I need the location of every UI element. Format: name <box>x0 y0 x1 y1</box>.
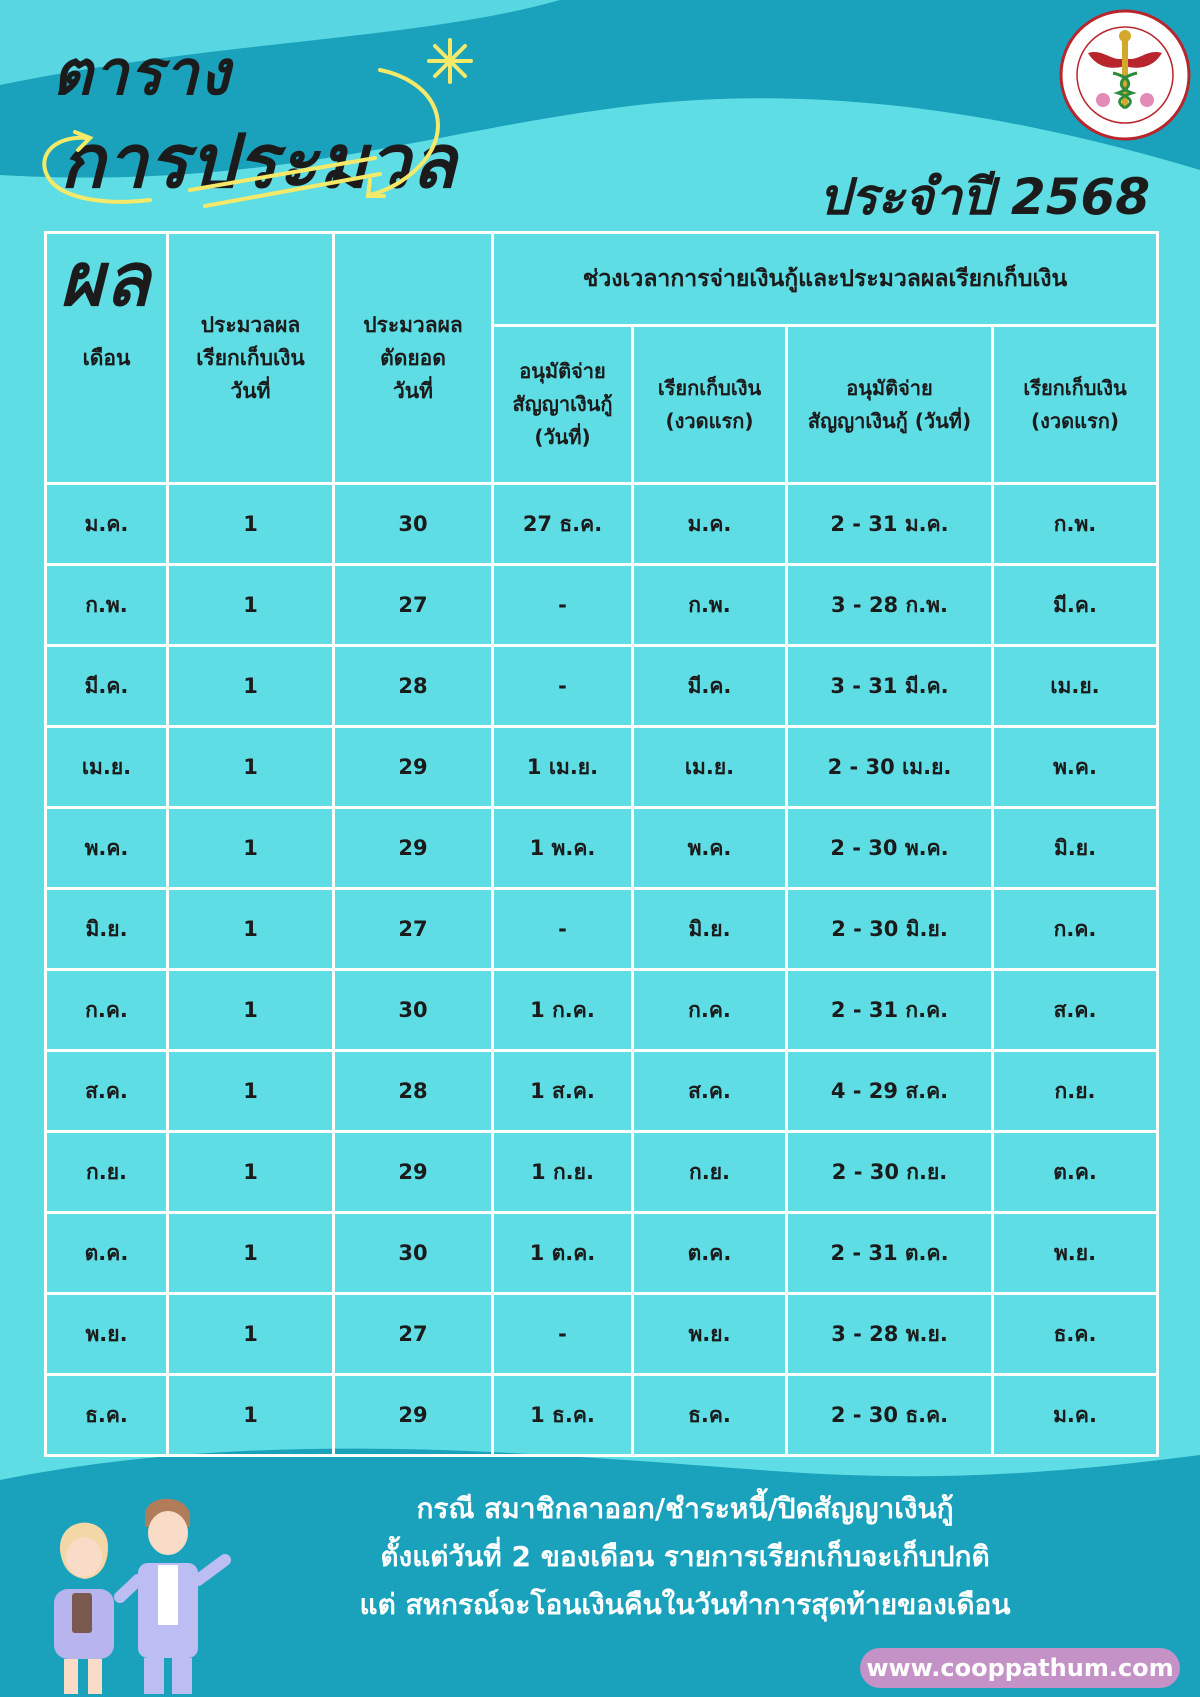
cell-bill-1: พ.ค. <box>633 808 787 889</box>
cell-bill-1: ก.ค. <box>633 970 787 1051</box>
header-month: เดือน <box>46 233 168 484</box>
cell-cutoff: 30 <box>334 484 493 565</box>
cell-collect: 1 <box>168 1213 334 1294</box>
cell-approve-2: 3 - 31 มี.ค. <box>787 646 993 727</box>
cell-cutoff: 29 <box>334 727 493 808</box>
cell-bill-2: มี.ค. <box>993 565 1158 646</box>
cell-month: ม.ค. <box>46 484 168 565</box>
cell-approve-1: 1 ก.ค. <box>493 970 633 1051</box>
footer-line-1: กรณี สมาชิกลาออก/ชำระหนี้/ปิดสัญญาเงินกู้ <box>416 1492 954 1525</box>
cell-cutoff: 27 <box>334 565 493 646</box>
header-cutoff-day: ประมวลผล ตัดยอด วันที่ <box>334 233 493 484</box>
cell-approve-2: 2 - 31 ม.ค. <box>787 484 993 565</box>
cell-bill-2: ส.ค. <box>993 970 1158 1051</box>
header-approve-contract-1: อนุมัติจ่าย สัญญาเงินกู้ (วันที่) <box>493 326 633 484</box>
cell-approve-2: 2 - 31 ก.ค. <box>787 970 993 1051</box>
header-first-billing-2: เรียกเก็บเงิน (งวดแรก) <box>993 326 1158 484</box>
cell-bill-1: ก.พ. <box>633 565 787 646</box>
cell-approve-1: 1 เม.ย. <box>493 727 633 808</box>
cell-month: มิ.ย. <box>46 889 168 970</box>
cell-approve-1: - <box>493 646 633 727</box>
cell-bill-2: ก.พ. <box>993 484 1158 565</box>
cell-cutoff: 28 <box>334 1051 493 1132</box>
footer-notice <box>260 1485 1110 1629</box>
cell-bill-2: พ.ย. <box>993 1213 1158 1294</box>
cell-approve-2: 2 - 30 เม.ย. <box>787 727 993 808</box>
cell-cutoff: 27 <box>334 1294 493 1375</box>
table-row <box>46 1213 1158 1294</box>
cell-month: พ.ย. <box>46 1294 168 1375</box>
cell-bill-1: ม.ค. <box>633 484 787 565</box>
cell-bill-2: ก.ค. <box>993 889 1158 970</box>
cell-collect: 1 <box>168 808 334 889</box>
sparkle-icon <box>429 40 471 82</box>
cell-collect: 1 <box>168 484 334 565</box>
cell-approve-2: 3 - 28 พ.ย. <box>787 1294 993 1375</box>
cell-cutoff: 29 <box>334 808 493 889</box>
cell-collect: 1 <box>168 1051 334 1132</box>
cell-month: พ.ค. <box>46 808 168 889</box>
cell-approve-2: 2 - 30 ธ.ค. <box>787 1375 993 1456</box>
table-row <box>46 646 1158 727</box>
cell-bill-2: เม.ย. <box>993 646 1158 727</box>
cell-month: ต.ค. <box>46 1213 168 1294</box>
table-row <box>46 808 1158 889</box>
cell-bill-1: มิ.ย. <box>633 889 787 970</box>
title-line-1: ตาราง <box>52 36 231 109</box>
table-row <box>46 1375 1158 1456</box>
cell-cutoff: 30 <box>334 970 493 1051</box>
cell-collect: 1 <box>168 565 334 646</box>
doctor-figure-icon <box>120 1499 225 1694</box>
cell-cutoff: 30 <box>334 1213 493 1294</box>
table-row <box>46 1294 1158 1375</box>
footer-line-3: แต่ สหกรณ์จะโอนเงินคืนในวันทำการสุดท้ายของเดือน <box>359 1588 1011 1621</box>
cell-bill-2: ธ.ค. <box>993 1294 1158 1375</box>
cell-cutoff: 27 <box>334 889 493 970</box>
header-first-billing-1: เรียกเก็บเงิน (งวดแรก) <box>633 326 787 484</box>
cell-approve-2: 2 - 31 ต.ค. <box>787 1213 993 1294</box>
table-row <box>46 1132 1158 1213</box>
cell-month: ธ.ค. <box>46 1375 168 1456</box>
table-row <box>46 970 1158 1051</box>
cell-cutoff: 28 <box>334 646 493 727</box>
cell-cutoff: 29 <box>334 1132 493 1213</box>
cell-approve-1: 1 ต.ค. <box>493 1213 633 1294</box>
cell-approve-2: 2 - 30 ก.ย. <box>787 1132 993 1213</box>
cell-bill-1: ธ.ค. <box>633 1375 787 1456</box>
cell-bill-1: เม.ย. <box>633 727 787 808</box>
cell-month: ส.ค. <box>46 1051 168 1132</box>
table-row <box>46 565 1158 646</box>
cell-collect: 1 <box>168 970 334 1051</box>
table-row <box>46 484 1158 565</box>
cell-approve-2: 4 - 29 ส.ค. <box>787 1051 993 1132</box>
footer-line-2: ตั้งแต่วันที่ 2 ของเดือน รายการเรียกเก็บจะเก็บปกติ <box>380 1540 990 1573</box>
doctor-and-patient-illustration <box>40 1485 250 1697</box>
table-row <box>46 1051 1158 1132</box>
cell-approve-1: - <box>493 565 633 646</box>
cell-collect: 1 <box>168 1375 334 1456</box>
header-collect-day: ประมวลผล เรียกเก็บเงิน วันที่ <box>168 233 334 484</box>
cell-collect: 1 <box>168 889 334 970</box>
cell-approve-2: 2 - 30 พ.ค. <box>787 808 993 889</box>
cell-month: เม.ย. <box>46 727 168 808</box>
header-approve-contract-2: อนุมัติจ่าย สัญญาเงินกู้ (วันที่) <box>787 326 993 484</box>
cell-bill-2: ก.ย. <box>993 1051 1158 1132</box>
cell-bill-1: ต.ค. <box>633 1213 787 1294</box>
cell-approve-1: 1 ธ.ค. <box>493 1375 633 1456</box>
cell-approve-1: - <box>493 889 633 970</box>
cell-month: มี.ค. <box>46 646 168 727</box>
table-row <box>46 727 1158 808</box>
cooperative-logo <box>1058 8 1192 142</box>
cell-bill-1: มี.ค. <box>633 646 787 727</box>
cell-bill-1: พ.ย. <box>633 1294 787 1375</box>
cell-approve-1: - <box>493 1294 633 1375</box>
year-label: ประจำปี 2568 <box>818 168 1150 226</box>
cell-approve-1: 1 ก.ย. <box>493 1132 633 1213</box>
cell-bill-2: พ.ค. <box>993 727 1158 808</box>
header-loan-period-group: ช่วงเวลาการจ่ายเงินกู้และประมวลผลเรียกเก็บเงิน <box>493 233 1158 326</box>
cell-approve-1: 1 พ.ค. <box>493 808 633 889</box>
cell-collect: 1 <box>168 1294 334 1375</box>
cell-bill-2: ม.ค. <box>993 1375 1158 1456</box>
cell-month: ก.ย. <box>46 1132 168 1213</box>
cell-cutoff: 29 <box>334 1375 493 1456</box>
cell-collect: 1 <box>168 727 334 808</box>
cell-bill-1: ส.ค. <box>633 1051 787 1132</box>
cell-collect: 1 <box>168 1132 334 1213</box>
cell-bill-1: ก.ย. <box>633 1132 787 1213</box>
title-block <box>30 10 500 323</box>
processing-schedule-table <box>44 231 1159 1457</box>
patient-figure-icon <box>54 1523 114 1694</box>
cell-month: ก.ค. <box>46 970 168 1051</box>
cell-bill-2: ต.ค. <box>993 1132 1158 1213</box>
website-link[interactable]: www.cooppathum.com <box>860 1648 1180 1688</box>
cell-bill-2: มิ.ย. <box>993 808 1158 889</box>
cell-approve-1: 1 ส.ค. <box>493 1051 633 1132</box>
cell-collect: 1 <box>168 646 334 727</box>
cell-approve-2: 2 - 30 มิ.ย. <box>787 889 993 970</box>
cell-approve-1: 27 ธ.ค. <box>493 484 633 565</box>
title-line-2: การประมวลผล <box>60 119 458 323</box>
table-row <box>46 889 1158 970</box>
cell-month: ก.พ. <box>46 565 168 646</box>
cell-approve-2: 3 - 28 ก.พ. <box>787 565 993 646</box>
